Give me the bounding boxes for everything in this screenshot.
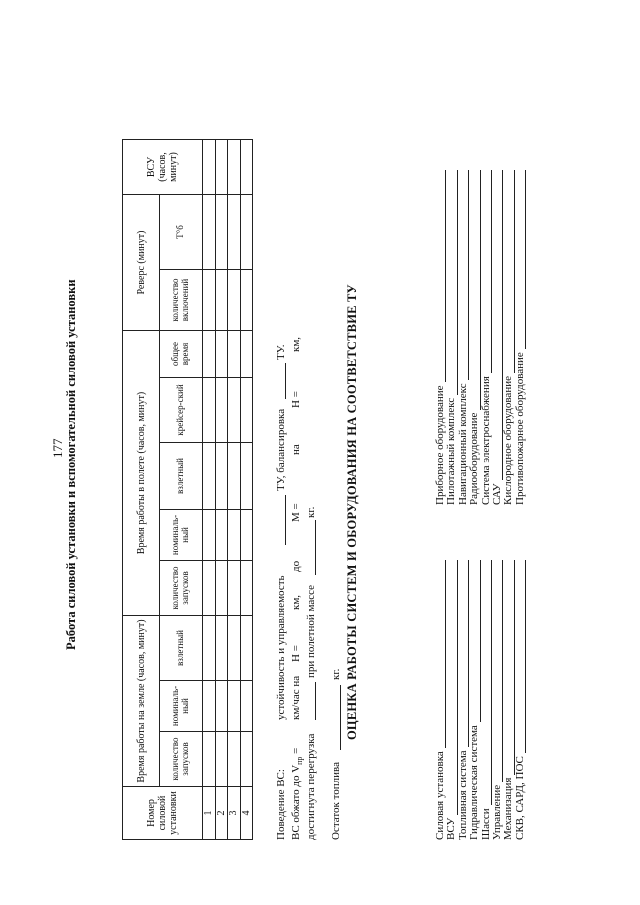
stability-field[interactable]: [274, 495, 286, 545]
fuel-remaining-field[interactable]: [329, 685, 341, 750]
sub-flight-starts: количество запусков: [160, 561, 203, 616]
sub-reverse-t: Т°б: [160, 195, 203, 270]
sub-flight-cruise: крейсер-ский: [160, 378, 203, 443]
sub-flight-nominal: номиналь-ный: [160, 510, 203, 561]
col-engine-number: Номер силовой установки: [123, 787, 203, 840]
list-item[interactable]: Шасси: [481, 560, 492, 840]
sub-flight-takeoff: взлетный: [160, 443, 203, 510]
table-row-num: 2: [215, 787, 228, 840]
list-item[interactable]: Гидравлическая система: [469, 560, 480, 840]
flight-mass-field[interactable]: [304, 520, 316, 575]
systems-list-right: [435, 170, 526, 505]
list-item[interactable]: ВСУ: [446, 560, 457, 840]
aircraft-behavior-block: Поведение ВС: устойчивость и управляемость ТУ, балансировка ТУ. ВС обжато до $V_{пр}$ = км/час на Н = км, до М = на Н = км, достигнута перегрузка при полетной массе кг. Остаток топлива кг.: [275, 336, 342, 840]
list-item[interactable]: Кислородное оборудование: [503, 170, 514, 505]
page-number: 177: [50, 438, 65, 458]
table-row-num: 1: [203, 787, 216, 840]
systems-list-left: [435, 560, 526, 840]
sub-reverse-count: количество включений: [160, 270, 203, 331]
power-plant-title: Работа силовой установки и вспомогательной силовой установки: [64, 279, 78, 650]
group-reverse: Реверс (минут): [123, 195, 160, 331]
list-item[interactable]: Противопожарное оборудование: [515, 170, 526, 505]
list-item[interactable]: Приборное оборудование: [435, 170, 446, 505]
list-item[interactable]: Система электроснабжения: [481, 170, 492, 505]
group-flight: Время работы в полете (часов, минут): [123, 331, 160, 616]
list-item[interactable]: Силовая установка: [435, 560, 446, 840]
list-item[interactable]: Топливная система: [458, 560, 469, 840]
list-item[interactable]: Управление: [492, 560, 503, 840]
group-ground: Время работы на земле (часов, минут): [123, 616, 160, 787]
sub-flight-total: общее время: [160, 331, 203, 378]
sub-ground-starts: количество запусков: [160, 732, 203, 787]
list-item[interactable]: Механизация: [503, 560, 514, 840]
list-item[interactable]: Пилотажный комплекс: [446, 170, 457, 505]
overload-field[interactable]: [304, 682, 316, 720]
table-row-num: 3: [228, 787, 241, 840]
rotated-page: [50, 60, 610, 840]
table-row-num: 4: [240, 787, 253, 840]
list-item[interactable]: Радиооборудование: [469, 170, 480, 505]
group-apu: ВСУ (часов, минут): [123, 140, 203, 195]
list-item[interactable]: САУ: [492, 170, 503, 505]
list-item[interactable]: Навигационный комплекс: [458, 170, 469, 505]
systems-evaluation-title: ОЦЕНКА РАБОТЫ СИСТЕМ И ОБОРУДОВАНИЯ НА СООТВЕТСТВИЕ ТУ: [345, 284, 359, 740]
sub-ground-takeoff: взлетный: [160, 616, 203, 681]
list-item[interactable]: СКВ, САРД, ПОС: [515, 560, 526, 840]
sub-ground-nominal: номиналь-ный: [160, 681, 203, 732]
engine-operation-table: [122, 139, 253, 840]
balance-field[interactable]: [274, 363, 286, 399]
